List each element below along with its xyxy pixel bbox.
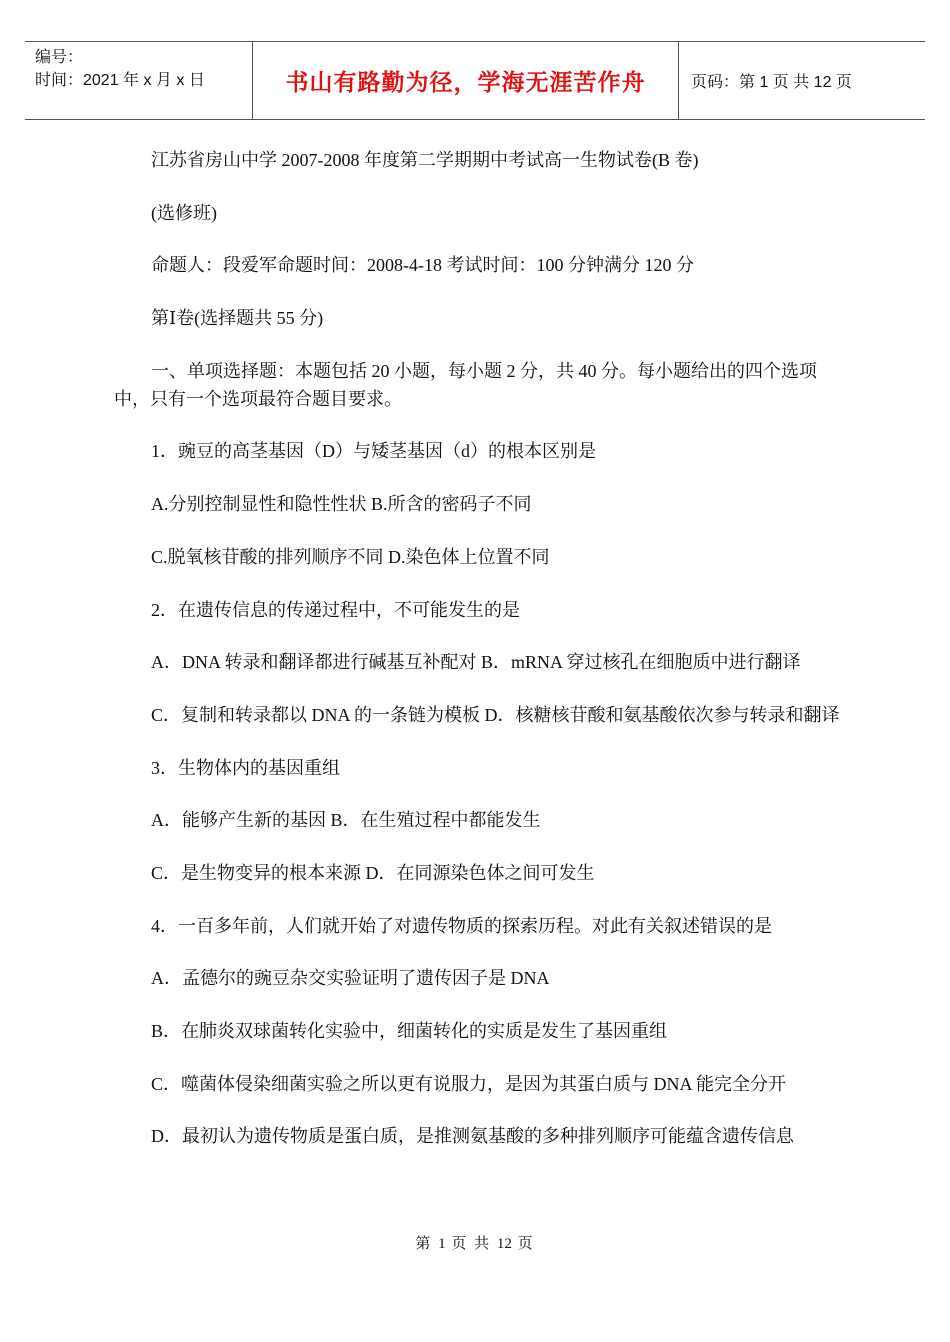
question-2-options-ab: A．DNA 转录和翻译都进行碱基互补配对 B．mRNA 穿过核孔在细胞质中进行翻译 [151,652,801,673]
exam-meta: 命题人：段爱军命题时间：2008-4-18 考试时间：100 分钟满分 120 分 [151,255,694,276]
section-intro: 一、单项选择题：本题包括 20 小题，每小题 2 分，共 40 分。每小题给出的四个选项中，只有一个选项最符合题目要求。 [114,360,817,409]
page-header [25,41,925,120]
question-1-options-ab: A.分别控制显性和隐性性状 B.所含的密码子不同 [151,494,532,515]
question-4-option-d: D．最初认为遗传物质是蛋白质，是推测氨基酸的多种排列顺序可能蕴含遗传信息 [151,1126,794,1147]
header-motto-cell [253,42,679,119]
date-label: 时间：2021 年 x 月 x 日 [35,72,205,89]
question-2-stem: 2．在遗传信息的传递过程中，不可能发生的是 [151,599,520,620]
question-4-option-c: C．噬菌体侵染细菌实验之所以更有说服力，是因为其蛋白质与 DNA 能完全分开 [151,1073,787,1094]
document-body [114,146,840,1150]
footer-prefix: 第 [415,1236,433,1252]
header-meta-cell [25,42,253,119]
motto-text: 书山有路勤为径，学海无涯苦作舟 [285,70,646,96]
footer-total-pages: 12 [496,1236,512,1252]
question-4-stem: 4．一百多年前，人们就开始了对遗传物质的探索历程。对此有关叙述错误的是 [151,915,772,936]
class-note: (选修班) [151,202,217,223]
question-1-stem: 1．豌豆的高茎基因（D）与矮茎基因（d）的根本区别是 [151,441,596,462]
footer-middle: 页 共 [451,1236,492,1252]
question-3-options-ab: A．能够产生新的基因 B．在生殖过程中都能发生 [151,810,541,831]
question-1-options-cd: C.脱氧核苷酸的排列顺序不同 D.染色体上位置不同 [151,546,550,567]
page-info: 页码：第 1 页 共 12 页 [691,74,852,91]
question-3-options-cd: C．是生物变异的根本来源 D．在同源染色体之间可发生 [151,862,595,883]
question-2-options-cd: C．复制和转录都以 DNA 的一条链为模板 D．核糖核苷酸和氨基酸依次参与转录和翻译 [151,704,840,725]
part-heading: 第Ⅰ卷(选择题共 55 分) [151,308,324,329]
question-4-option-b: B．在肺炎双球菌转化实验中，细菌转化的实质是发生了基因重组 [151,1021,668,1041]
question-4-option-a: A．孟德尔的豌豆杂交实验证明了遗传因子是 DNA [151,968,550,989]
exam-title: 江苏省房山中学 2007-2008 年度第二学期期中考试高一生物试卷(B 卷) [151,150,699,170]
question-3-stem: 3．生物体内的基因重组 [151,757,340,778]
footer-current-page: 1 [438,1236,446,1252]
serial-number-label: 编号： [35,49,84,66]
footer-suffix: 页 [517,1236,535,1252]
page-footer [0,1232,950,1253]
header-page-cell [679,42,925,119]
